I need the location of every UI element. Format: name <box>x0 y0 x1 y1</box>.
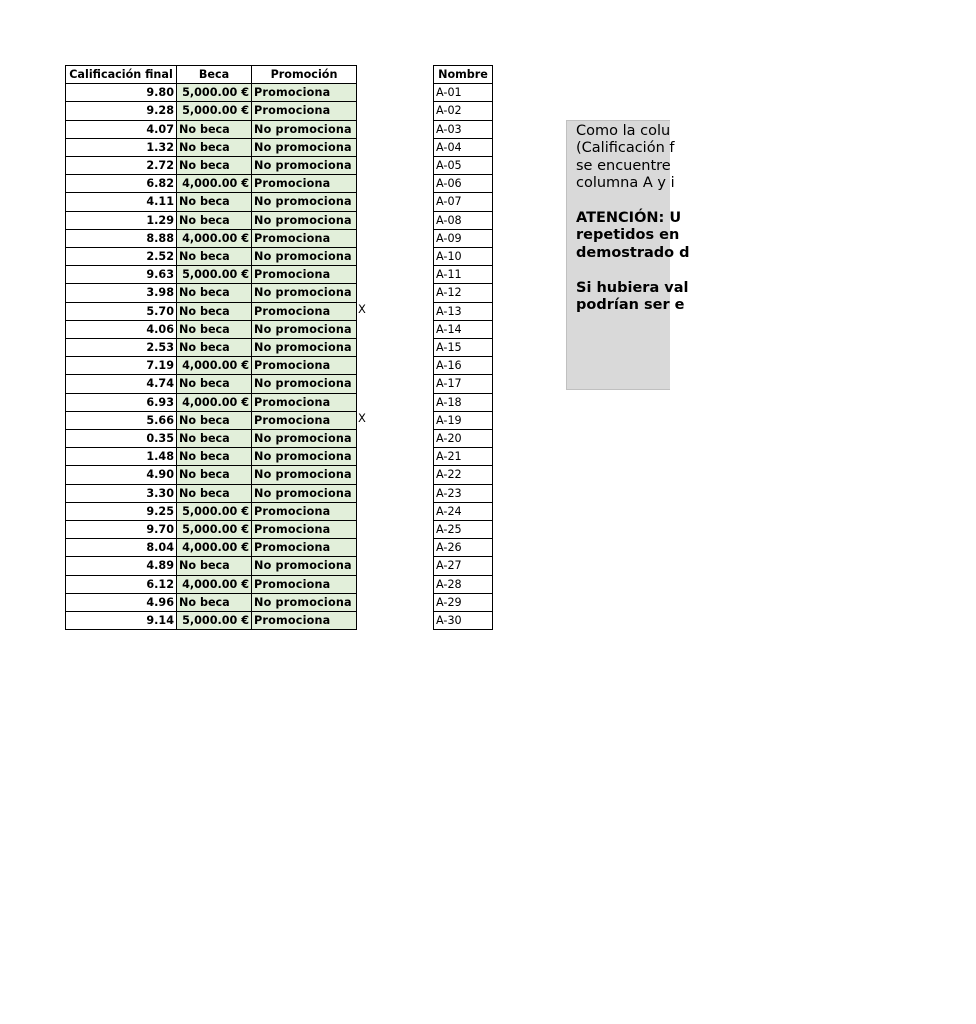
promocion-cell[interactable]: Promociona <box>252 229 357 247</box>
grade-cell[interactable]: 4.11 <box>66 193 177 211</box>
table-row <box>66 357 357 375</box>
beca-cell[interactable]: 4,000.00 € <box>177 393 252 411</box>
beca-cell[interactable]: No beca <box>177 557 252 575</box>
nombre-cell[interactable]: A-30 <box>434 612 493 630</box>
beca-cell[interactable]: 5,000.00 € <box>177 612 252 630</box>
beca-cell[interactable]: 4,000.00 € <box>177 357 252 375</box>
table-row <box>66 411 357 429</box>
beca-cell[interactable]: No beca <box>177 211 252 229</box>
promocion-cell[interactable]: Promociona <box>252 502 357 520</box>
promocion-cell[interactable]: Promociona <box>252 175 357 193</box>
grade-cell[interactable]: 6.82 <box>66 175 177 193</box>
promocion-cell[interactable]: No promociona <box>252 120 357 138</box>
names-table <box>433 65 493 630</box>
grade-cell[interactable]: 6.12 <box>66 575 177 593</box>
grade-cell[interactable]: 9.63 <box>66 266 177 284</box>
note-line: demostrado d <box>576 244 690 261</box>
beca-cell[interactable]: No beca <box>177 375 252 393</box>
table-row <box>66 539 357 557</box>
beca-cell[interactable]: No beca <box>177 284 252 302</box>
grade-cell[interactable]: 1.32 <box>66 138 177 156</box>
promocion-cell[interactable]: Promociona <box>252 84 357 102</box>
nombre-cell[interactable]: A-25 <box>434 521 493 539</box>
note-line: se encuentre <box>576 157 671 174</box>
table-row <box>66 102 357 120</box>
note-paragraph-3 <box>576 280 976 315</box>
beca-cell[interactable]: No beca <box>177 248 252 266</box>
table-row <box>66 302 357 320</box>
grade-cell[interactable]: 3.30 <box>66 484 177 502</box>
x-mark-cell[interactable]: X <box>358 410 366 425</box>
beca-cell[interactable]: 5,000.00 € <box>177 502 252 520</box>
beca-cell[interactable]: No beca <box>177 411 252 429</box>
beca-cell[interactable]: No beca <box>177 302 252 320</box>
beca-cell[interactable]: No beca <box>177 320 252 338</box>
nombre-cell[interactable]: A-05 <box>434 157 493 175</box>
promocion-cell[interactable]: Promociona <box>252 302 357 320</box>
names-header-row <box>434 66 493 84</box>
table-row <box>434 484 493 502</box>
header-calificacion[interactable]: Calificación final <box>66 66 177 84</box>
nombre-cell[interactable]: A-24 <box>434 502 493 520</box>
beca-cell[interactable]: No beca <box>177 157 252 175</box>
promocion-cell[interactable]: No promociona <box>252 484 357 502</box>
promocion-cell[interactable]: Promociona <box>252 411 357 429</box>
promocion-cell[interactable]: No promociona <box>252 193 357 211</box>
grade-cell[interactable]: 3.98 <box>66 284 177 302</box>
grade-cell[interactable]: 9.70 <box>66 521 177 539</box>
table-row <box>66 521 357 539</box>
grade-cell[interactable]: 4.89 <box>66 557 177 575</box>
nombre-cell[interactable]: A-06 <box>434 175 493 193</box>
beca-cell[interactable]: 5,000.00 € <box>177 521 252 539</box>
table-row <box>66 138 357 156</box>
nombre-cell[interactable]: A-20 <box>434 430 493 448</box>
nombre-cell[interactable]: A-16 <box>434 357 493 375</box>
nombre-cell[interactable]: A-22 <box>434 466 493 484</box>
table-row <box>434 211 493 229</box>
beca-cell[interactable]: No beca <box>177 339 252 357</box>
table-row <box>434 466 493 484</box>
beca-cell[interactable]: No beca <box>177 120 252 138</box>
table-row <box>66 430 357 448</box>
promocion-cell[interactable]: Promociona <box>252 539 357 557</box>
promocion-cell[interactable]: No promociona <box>252 466 357 484</box>
table-row <box>434 339 493 357</box>
grade-cell[interactable]: 7.19 <box>66 357 177 375</box>
grade-cell[interactable]: 9.80 <box>66 84 177 102</box>
table-row <box>434 284 493 302</box>
nombre-cell[interactable]: A-29 <box>434 593 493 611</box>
grade-cell[interactable]: 4.74 <box>66 375 177 393</box>
table-row <box>66 502 357 520</box>
table-row <box>434 84 493 102</box>
grade-cell[interactable]: 4.90 <box>66 466 177 484</box>
table-row <box>434 248 493 266</box>
note-text-box[interactable] <box>566 120 690 390</box>
table-row <box>434 193 493 211</box>
note-line: repetidos en <box>576 227 680 244</box>
x-mark-cell[interactable]: X <box>358 301 366 316</box>
table-row <box>434 302 493 320</box>
nombre-cell[interactable]: A-01 <box>434 84 493 102</box>
grade-cell[interactable]: 5.70 <box>66 302 177 320</box>
nombre-cell[interactable]: A-04 <box>434 138 493 156</box>
table-row <box>66 393 357 411</box>
beca-cell[interactable]: No beca <box>177 448 252 466</box>
table-row <box>434 138 493 156</box>
nombre-cell[interactable]: A-18 <box>434 393 493 411</box>
table-row <box>434 175 493 193</box>
table-row <box>434 539 493 557</box>
beca-cell[interactable]: 5,000.00 € <box>177 84 252 102</box>
grade-cell[interactable]: 1.48 <box>66 448 177 466</box>
beca-cell[interactable]: 5,000.00 € <box>177 266 252 284</box>
nombre-cell[interactable]: A-02 <box>434 102 493 120</box>
promocion-cell[interactable]: No promociona <box>252 211 357 229</box>
promocion-cell[interactable]: No promociona <box>252 138 357 156</box>
beca-cell[interactable]: 4,000.00 € <box>177 575 252 593</box>
note-line: columna A y i <box>576 175 675 192</box>
nombre-cell[interactable]: A-26 <box>434 539 493 557</box>
table-row <box>434 229 493 247</box>
table-row <box>66 175 357 193</box>
note-paragraph-1 <box>576 123 976 193</box>
nombre-cell[interactable]: A-14 <box>434 320 493 338</box>
table-row <box>66 448 357 466</box>
beca-cell[interactable]: 5,000.00 € <box>177 102 252 120</box>
table-row <box>66 266 357 284</box>
grade-cell[interactable]: 6.93 <box>66 393 177 411</box>
nombre-cell[interactable]: A-19 <box>434 411 493 429</box>
nombre-cell[interactable]: A-08 <box>434 211 493 229</box>
grade-cell[interactable]: 2.53 <box>66 339 177 357</box>
table-row <box>66 575 357 593</box>
promocion-cell[interactable]: No promociona <box>252 430 357 448</box>
promocion-cell[interactable]: No promociona <box>252 248 357 266</box>
grade-cell[interactable]: 2.72 <box>66 157 177 175</box>
table-row <box>66 84 357 102</box>
table-row <box>66 229 357 247</box>
table-row <box>434 448 493 466</box>
nombre-cell[interactable]: A-13 <box>434 302 493 320</box>
table-row <box>66 484 357 502</box>
table-row <box>434 575 493 593</box>
nombre-cell[interactable]: A-17 <box>434 375 493 393</box>
grade-cell[interactable]: 0.35 <box>66 430 177 448</box>
grade-cell[interactable]: 9.25 <box>66 502 177 520</box>
table-row <box>66 593 357 611</box>
nombre-cell[interactable]: A-27 <box>434 557 493 575</box>
header-promocion[interactable]: Promoción <box>252 66 357 84</box>
table-row <box>66 120 357 138</box>
promocion-cell[interactable]: Promociona <box>252 521 357 539</box>
promocion-cell[interactable]: No promociona <box>252 448 357 466</box>
beca-cell[interactable]: No beca <box>177 466 252 484</box>
note-paragraph-2 <box>576 210 976 262</box>
table-row <box>66 248 357 266</box>
promocion-cell[interactable]: Promociona <box>252 102 357 120</box>
grade-cell[interactable]: 5.66 <box>66 411 177 429</box>
note-line: ATENCIÓN: U <box>576 210 682 227</box>
beca-cell[interactable]: 4,000.00 € <box>177 229 252 247</box>
note-line: (Calificación f <box>576 140 675 157</box>
table-row <box>434 375 493 393</box>
promocion-cell[interactable]: Promociona <box>252 393 357 411</box>
promocion-cell[interactable]: No promociona <box>252 375 357 393</box>
table-row <box>434 320 493 338</box>
beca-cell[interactable]: No beca <box>177 138 252 156</box>
table-row <box>66 211 357 229</box>
table-row <box>66 466 357 484</box>
beca-cell[interactable]: No beca <box>177 193 252 211</box>
nombre-cell[interactable]: A-03 <box>434 120 493 138</box>
table-row <box>66 375 357 393</box>
table-row <box>434 266 493 284</box>
table-row <box>434 557 493 575</box>
table-row <box>434 612 493 630</box>
nombre-cell[interactable]: A-12 <box>434 284 493 302</box>
grade-cell[interactable]: 8.04 <box>66 539 177 557</box>
nombre-cell[interactable]: A-23 <box>434 484 493 502</box>
grade-cell[interactable]: 1.29 <box>66 211 177 229</box>
table-row <box>434 120 493 138</box>
nombre-cell[interactable]: A-09 <box>434 229 493 247</box>
note-line: podrían ser e <box>576 297 685 314</box>
table-row <box>434 521 493 539</box>
nombre-cell[interactable]: A-11 <box>434 266 493 284</box>
table-row <box>66 557 357 575</box>
table-row <box>434 393 493 411</box>
promocion-cell[interactable]: Promociona <box>252 357 357 375</box>
nombre-cell[interactable]: A-10 <box>434 248 493 266</box>
note-line: Como la colu <box>576 123 671 139</box>
grade-cell[interactable]: 9.28 <box>66 102 177 120</box>
nombre-cell[interactable]: A-28 <box>434 575 493 593</box>
beca-cell[interactable]: No beca <box>177 484 252 502</box>
promocion-cell[interactable]: No promociona <box>252 339 357 357</box>
table-row <box>66 157 357 175</box>
table-row <box>434 593 493 611</box>
promocion-cell[interactable]: No promociona <box>252 284 357 302</box>
grade-cell[interactable]: 4.06 <box>66 320 177 338</box>
grade-cell[interactable]: 9.14 <box>66 612 177 630</box>
nombre-cell[interactable]: A-21 <box>434 448 493 466</box>
table-row <box>434 502 493 520</box>
table-row <box>434 430 493 448</box>
table-row <box>434 357 493 375</box>
promocion-cell[interactable]: Promociona <box>252 575 357 593</box>
header-beca[interactable]: Beca <box>177 66 252 84</box>
note-line: Si hubiera val <box>576 279 689 296</box>
header-nombre[interactable]: Nombre <box>434 66 493 84</box>
promocion-cell[interactable]: No promociona <box>252 320 357 338</box>
beca-cell[interactable]: No beca <box>177 430 252 448</box>
promocion-cell[interactable]: No promociona <box>252 157 357 175</box>
table-row <box>66 284 357 302</box>
promocion-cell[interactable]: Promociona <box>252 266 357 284</box>
nombre-cell[interactable]: A-07 <box>434 193 493 211</box>
beca-cell[interactable]: 4,000.00 € <box>177 539 252 557</box>
grades-header-row <box>66 66 357 84</box>
beca-cell[interactable]: 4,000.00 € <box>177 175 252 193</box>
promocion-cell[interactable]: No promociona <box>252 557 357 575</box>
grades-table <box>65 65 357 630</box>
grade-cell[interactable]: 8.88 <box>66 229 177 247</box>
table-row <box>66 339 357 357</box>
table-row <box>434 411 493 429</box>
table-row <box>434 102 493 120</box>
table-row <box>66 320 357 338</box>
table-row <box>66 612 357 630</box>
grade-cell[interactable]: 4.07 <box>66 120 177 138</box>
table-row <box>66 193 357 211</box>
nombre-cell[interactable]: A-15 <box>434 339 493 357</box>
table-row <box>434 157 493 175</box>
grade-cell[interactable]: 4.96 <box>66 593 177 611</box>
promocion-cell[interactable]: Promociona <box>252 612 357 630</box>
grade-cell[interactable]: 2.52 <box>66 248 177 266</box>
beca-cell[interactable]: No beca <box>177 593 252 611</box>
promocion-cell[interactable]: No promociona <box>252 593 357 611</box>
